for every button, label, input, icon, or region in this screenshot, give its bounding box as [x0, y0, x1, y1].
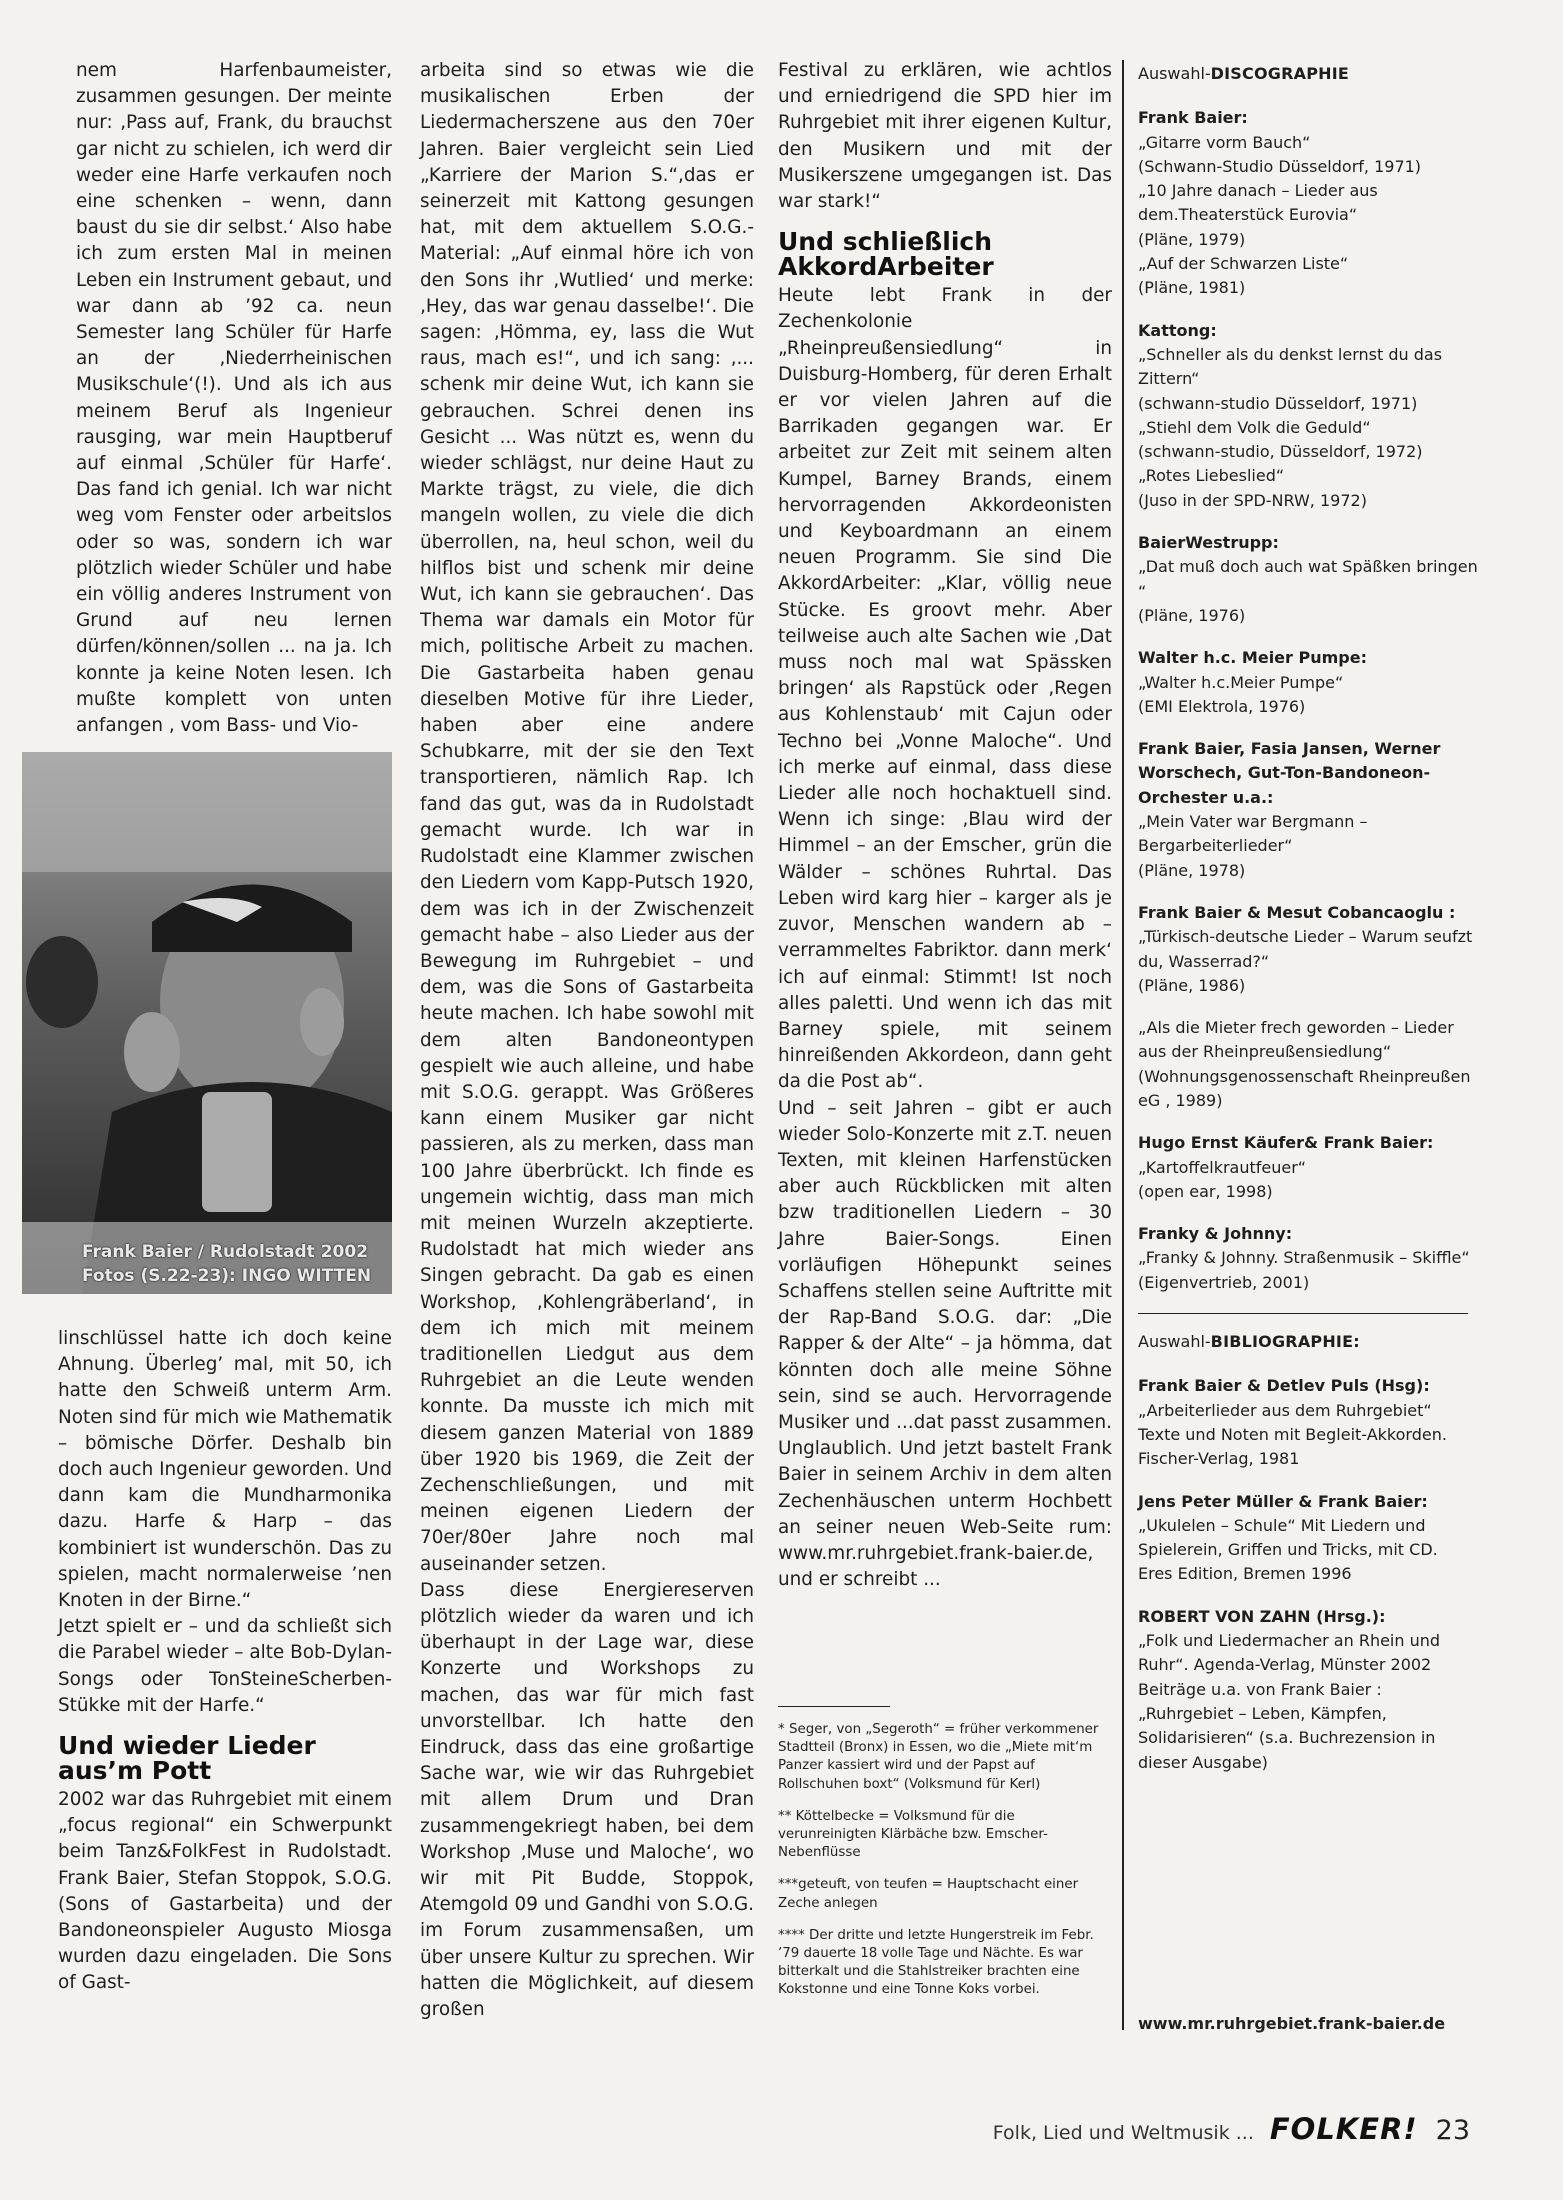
- list-item: [1138, 531, 1478, 628]
- entry-items: „Kartoffelkrautfeuer“ (open ear, 1998): [1138, 1157, 1307, 1201]
- list-item: [1138, 106, 1478, 300]
- section-rule: [1138, 1313, 1468, 1314]
- entry-author: Franky & Johnny:: [1138, 1224, 1293, 1244]
- section-title: DISCOGRAPHIE: [1210, 64, 1350, 83]
- entry-author: BaierWestrupp:: [1138, 533, 1279, 553]
- footnote: * Seger, von „Segeroth“ = früher verkommener Stadtteil (Bronx) in Essen, wo die „Miete mit‘m Panzer kassiert wird und der Papst auf Rollschuhen boxt“ (Volksmund für Kerl): [778, 1722, 1099, 1792]
- footnote-rule: [778, 1706, 890, 1707]
- entry-author: Frank Baier & Mesut Cobancaoglu :: [1138, 902, 1456, 922]
- sidebar-divider: [1122, 60, 1124, 2030]
- bibliography-list: [1138, 1374, 1478, 1774]
- photo-caption: [82, 1240, 371, 1288]
- discography-list: [1138, 106, 1478, 1295]
- page-footer: [930, 2112, 1470, 2152]
- body-text: arbeita sind so etwas wie die musikalischen Erben der Liedermacherszene aus den 70er Jahren. Baier vergleicht sein Lied „Karriere der Marion S.“,das er seinerzeit mit Kattong gesungen hat, mit dem aktuellem S.O.G.-Material: „Auf einmal höre ich von den Sons ihr ‚Wutlied‘ und merke: ‚Hey, das war genau dasselbe!‘. Die sagen: ‚Hömma, ey, lass die Wut raus, mach es!“, und ich sang: ‚... schenk mir deine Wut, ich kann sie gebrauchen. Schrei denen ins Gesicht ... Was nützt es, wenn du wieder schlägst, nur deine Haut zu Markte trägst, zu viele, die dich mangeln wollen, zu viele die dich überrollen, na, heul schon, weil du hilflos bist und schenk mir deine Wut, ich kann sie gebrauchen‘. Das Thema war damals ein Motor für mich, politische Arbeit zu machen. Die Gastarbeita haben genau dieselben Motive für ihre Lieder, haben aber eine andere Schubkarre, mit der sie den Text transportieren, nämlich Rap. Ich fand das gut, was da in Rudolstadt gemacht wurde. Ich war in Rudolstadt eine Klammer zwischen den Liedern vom Kapp-Putsch 1920, dem was ich in der Zwischenzeit gemacht habe – also Lieder aus der Bewegung im Ruhrgebiet – und dem, was die Sons of Gastarbeita heute machen. Ich habe sowohl mit dem alten Bandoneontypen gespielt wie auch alleine, und habe mit S.O.G. gerappt. Was Größeres kann einem Musiker gar nicht passieren, als zu merken, dass man 100 Jahre überbrückt. Ich finde es ungemein wichtig, dass man mich mit meinen Wurzeln akzeptierte. Rudolstadt hat mich wieder ans Singen gebracht. Da gab es einen Workshop, ‚Kohlengräberland‘, in dem ich mich mit meinem traditionellen Liedgut aus dem Ruhrgebiet an die Leute wenden konnte. Da musste ich mich mit diesem ganzen Material von 1889 über 1920 bis 1969, die Zeit der Zechenschließungen, und mit meinen eigenen Liedern der 70er/80er Jahre noch mal auseinander setzen.: [420, 60, 754, 1575]
- body-text: linschlüssel hatte ich doch keine Ahnung. Überleg’ mal, mit 50, ich hatte den Schweiß unterm Arm. Noten sind für mich wie Mathematik – bömische Dörfer. Deshalb bin doch auch Ingenieur geworden. Und dann kam die Mundharmonika dazu. Harfe & Harp – das kombiniert ist wunderschön. Das zu spielen, macht normalerweise ’nen Knoten in der Birne.“: [58, 1328, 392, 1612]
- body-text: nem Harfenbaumeister, zusammen gesungen. Der meinte nur: ‚Pass auf, Frank, du brauchst gar nicht zu schielen, ich werd dir weder eine Harfe verkaufen noch eine schenken – wenn, dann baust du sie dir selbst.‘ Also habe ich zum ersten Mal in meinen Leben ein Instrument gebaut, und war dann ab ’92 ca. neun Semester lang Schüler für Harfe an der ‚Niederrheinischen Musikschule‘(!). Und als ich aus meinem Beruf als Ingenieur rausging, war mein Hauptberuf auf einmal ‚Schüler für Harfe‘. Das fand ich genial. Ich war nicht weg vom Fenster oder arbeitslos oder so was, sondern ich war plötzlich wieder Schüler und habe ein völlig anderes Instrument von Grund auf neu lernen dürfen/können/sollen ... na ja. Ich konnte ja keine Noten lesen. Ich mußte komplett von unten anfangen , vom Bass- und Vio-: [76, 60, 392, 737]
- entry-items: „Arbeiterlieder aus dem Ruhrgebiet“ Texte und Noten mit Begleit-Akkorden. Fischer-Verlag, 1981: [1138, 1400, 1447, 1469]
- list-item: [1138, 646, 1478, 719]
- list-item: [1138, 319, 1478, 513]
- list-item: [1138, 1374, 1478, 1471]
- list-item: [1138, 1016, 1478, 1113]
- entry-author: Kattong:: [1138, 320, 1217, 340]
- caption-line-1: Frank Baier / Rudolstadt 2002: [82, 1242, 369, 1262]
- entry-items: „Mein Vater war Bergmann – Bergarbeiterlieder“ (Pläne, 1978): [1138, 812, 1368, 880]
- footnote: ***geteuft, von teufen = Hauptschacht einer Zeche anlegen: [778, 1877, 1079, 1911]
- subheading: Und schließlich AkkordArbeiter: [778, 227, 994, 282]
- entry-items: „Ukulelen – Schule“ Mit Liedern und Spielerein, Griffen und Tricks, mit CD. Eres Edition, Bremen 1996: [1138, 1515, 1438, 1584]
- column-2: [420, 58, 754, 2023]
- footnote: ** Köttelbecke = Volksmund für die verunreinigten Klärbäche bzw. Emscher-Nebenflüsse: [778, 1808, 1048, 1861]
- website-link[interactable]: www.mr.ruhrgebiet.frank-baier.de: [1138, 2014, 1446, 2033]
- entry-author: Walter h.c. Meier Pumpe:: [1138, 648, 1367, 668]
- list-item: [1138, 1605, 1478, 1775]
- entry-items: „Als die Mieter frech geworden – Lieder aus der Rheinpreußensiedlung“ (Wohnungsgenossenschaft Rheinpreußen eG , 1989): [1138, 1018, 1471, 1110]
- photo-image: [22, 752, 392, 1294]
- list-item: [1138, 737, 1478, 883]
- entry-author: Frank Baier, Fasia Jansen, Werner Worschech, Gut-Ton-Bandoneon-Orchester u.a.:: [1138, 739, 1441, 807]
- section-title: BIBLIOGRAPHIE:: [1210, 1332, 1360, 1352]
- entry-author: Hugo Ernst Käufer& Frank Baier:: [1138, 1133, 1434, 1153]
- body-text: Dass diese Energiereserven plötzlich wieder da waren und ich überhaupt in der Lage war, diese Konzerte und Workshops zu machen, das war für mich fast unvorstellbar. Ich hatte den Eindruck, dass das eine großartige Sache war, wie wir das Ruhrgebiet mit allem Drum und Dran zusammengekriegt haben, bei dem Workshop ‚Muse und Maloche‘, wo wir mit Pit Budde, Stoppok, Atemgold 09 und Gandhi von S.O.G. im Forum zusammensaßen, um über unsere Kultur zu sprechen. Wir hatten die Möglichkeit, auf diesem großen: [420, 1579, 754, 2021]
- magazine-logo: FOLKER!: [1269, 2112, 1418, 2146]
- entry-items: „Walter h.c.Meier Pumpe“ (EMI Elektrola, 1976): [1138, 672, 1344, 716]
- entry-items: „Dat muß doch auch wat Späßken bringen “ (Pläne, 1976): [1138, 557, 1478, 625]
- list-item: [1138, 1222, 1478, 1295]
- column-1: [76, 58, 392, 739]
- entry-items: „Schneller als du denkst lernst du das Zittern“ (schwann-studio Düsseldorf, 1971) „Stiehl dem Volk die Geduld“ (schwann-studio, Düsseldorf, 1972) „Rotes Liebeslied“ (Juso in der SPD-NRW, 1972): [1138, 344, 1443, 510]
- list-item: [1138, 1490, 1478, 1587]
- entry-items: „Franky & Johnny. Straßenmusik – Skiffle“ (Eigenvertrieb, 2001): [1138, 1248, 1470, 1292]
- page-number: 23: [1435, 2115, 1470, 2146]
- entry-author: Jens Peter Müller & Frank Baier:: [1138, 1491, 1428, 1511]
- section-prefix: Auswahl-: [1138, 64, 1211, 83]
- body-text: Heute lebt Frank in der Zechenkolonie „Rheinpreußensiedlung“ in Duisburg-Homberg, für deren Erhalt er vor vielen Jahren auf die Barrikaden gegangen war. Er arbeitet zur Zeit mit seinem alten Kumpel, Barney Brands, einem hervorragenden Akkordeonisten und Keyboardmann an einem neuen Programm. Sie sind Die AkkordArbeiter: „Klar, völlig neue Stücke. Es groovt mehr. Aber teilweise auch alte Sachen wie ‚Dat muss noch mal wat Spässken bringen‘ als Rapstück oder ‚Regen aus Kohlenstaub‘ mit Cajun oder Techno bei „Vonne Maloche“. Und ich merke auf einmal, dass diese Lieder alle noch hochaktuell sind. Wenn ich singe: ‚Blau wird der Himmel – an der Emscher, grün die Wälder – schönes Ruhrtal. Das Leben wird karg hier – karger als je zuvor, Menschen wandern ab – verrammeltes Fabriktor. dann merk‘ ich auf einmal: Stimmt! Ist noch alles paletti. Und wenn ich das mit Barney spiele, mit seinem hinreißenden Akkordeon, dann geht da die Post ab“.: [778, 285, 1112, 1093]
- entry-items: „Folk und Liedermacher an Rhein und Ruhr“. Agenda-Verlag, Münster 2002 Beiträge u.a. von Frank Baier : „Ruhrgebiet – Leben, Kämpfen, Solidarisieren“ (s.a. Buchrezension in dieser Ausgabe): [1138, 1631, 1441, 1772]
- entry-author: Frank Baier & Detlev Puls (Hsg):: [1138, 1376, 1430, 1396]
- section-prefix: Auswahl-: [1138, 1332, 1211, 1352]
- photo-frank-baier: [22, 752, 392, 1294]
- entry-items: „Türkisch-deutsche Lieder – Warum seufzt du, Wasserrad?“ (Pläne, 1986): [1138, 927, 1473, 995]
- list-item: [1138, 1131, 1478, 1204]
- sidebar-discography: [1138, 62, 1478, 1793]
- entry-items: „Gitarre vorm Bauch“ (Schwann-Studio Düsseldorf, 1971) „10 Jahre danach – Lieder aus dem.Theaterstück Eurovia“ (Pläne, 1979) „Auf der Schwarzen Liste“ (Pläne, 1981): [1138, 132, 1422, 298]
- entry-author: ROBERT VON ZAHN (Hrsg.):: [1138, 1606, 1386, 1626]
- caption-line-2: Fotos (S.22-23): INGO WITTEN: [82, 1266, 372, 1286]
- footnote: **** Der dritte und letzte Hungerstreik im Febr. ’79 dauerte 18 volle Tage und Nächte. Es war bitterkalt und die Stahlstreiker brachten eine Kokstonne und eine Tonne Koks vorbei.: [778, 1927, 1094, 1998]
- body-text: Und – seit Jahren – gibt er auch wieder Solo-Konzerte mit z.T. neuen Texten, mit kleinen Harfenstücken aber auch Rückblicken mit alten bzw traditionellen Liedern – 30 Jahre Baier-Songs. Einen vorläufigen Höhepunkt seines Schaffens stellen seine Auftritte mit der Rap-Band S.O.G. dar: „Die Rapper & der Alte“ – ja hömma, dat könnten doch alle meine Söhne sein, sind se auch. Hervorragende Musiker und ...dat passt zusammen. Unglaublich. Und jetzt bastelt Frank Baier in seinem Archiv in dem alten Zechenhäuschen unterm Hochbett an seiner neuen Web-Seite rum: www.mr.ruhrgebiet.frank-baier.de, und er schreibt ...: [778, 1097, 1112, 1591]
- footer-section: Folk, Lied und Weltmusik ...: [992, 2122, 1254, 2144]
- footnotes: [778, 1706, 1112, 2014]
- body-text: 2002 war das Ruhrgebiet mit einem „focus regional“ ein Schwerpunkt beim Tanz&FolkFest in Rudolstadt. Frank Baier, Stefan Stoppok, S.O.G. (Sons of Gastarbeita) und der Bandoneonspieler Augusto Miosga wurden dazu eingeladen. Die Sons of Gast-: [58, 1789, 392, 1994]
- column-1-continued: [58, 1326, 392, 1997]
- section-title-bibliography: [1138, 1330, 1478, 1354]
- column-3: [778, 58, 1112, 1593]
- subheading: Und wieder Lieder aus’m Pott: [58, 1731, 316, 1786]
- section-title-discography: [1138, 62, 1478, 86]
- body-text: Festival zu erklären, wie achtlos und erniedrigend die SPD hier im Ruhrgebiet mit ihrer eigenen Kultur, den Musikern und mit der Musikerszene umgegangen ist. Das war stark!“: [778, 60, 1112, 213]
- body-text: Jetzt spielt er – und da schließt sich die Parabel wieder – alte Bob-Dylan-Songs oder TonSteineScherben-Stükke mit der Harfe.“: [58, 1616, 392, 1716]
- entry-author: Frank Baier:: [1138, 108, 1248, 128]
- list-item: [1138, 901, 1478, 998]
